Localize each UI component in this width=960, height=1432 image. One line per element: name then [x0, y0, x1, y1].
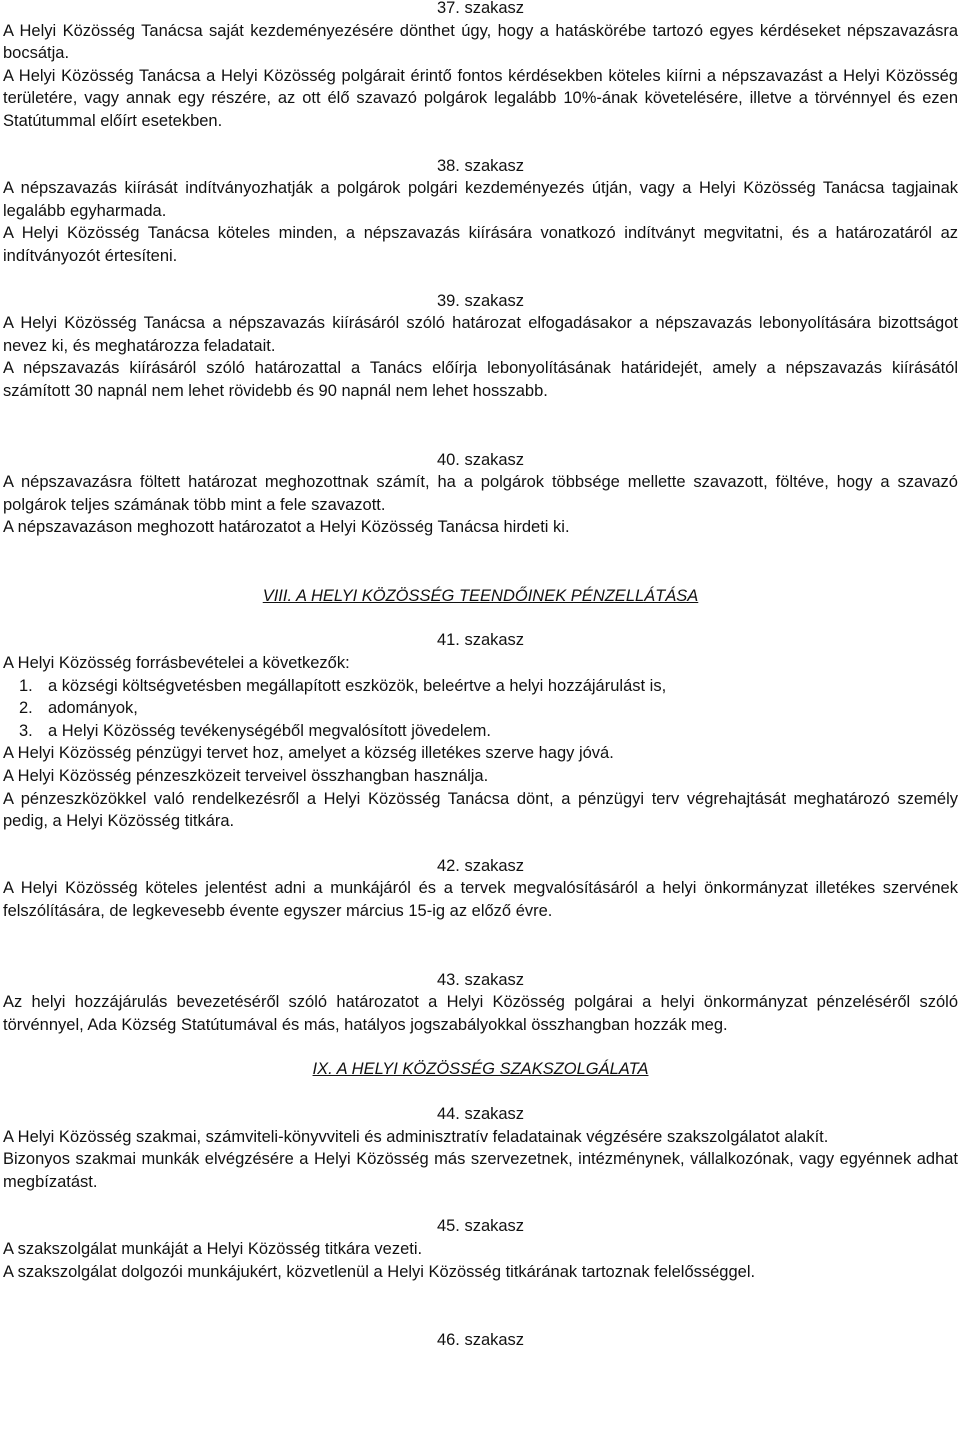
section-39-heading: 39. szakasz: [436, 291, 525, 310]
list-item-number: 1.: [19, 676, 33, 695]
section-45-paragraph-2: A szakszolgálat dolgozói munkájukért, közvetlenül a Helyi Közösség titkárának tartoznak felelősséggel.: [3, 1262, 756, 1281]
section-45-heading: 45. szakasz: [436, 1217, 525, 1236]
section-41-paragraph-4: A pénzeszközökkel való rendelkezésről a Helyi Közösség Tanácsa dönt, a pénzügyi terv végrehajtását meghatározó személy pedig, a Helyi Közösség titkára.: [3, 789, 958, 831]
section-45-paragraph-1: A szakszolgálat munkáját a Helyi Közösség titkára vezeti.: [3, 1239, 423, 1258]
list-item-number: 3.: [19, 721, 33, 740]
section-40-heading: 40. szakasz: [436, 450, 525, 469]
list-item-text: a Helyi Közösség tevékenységéből megvalósított jövedelem.: [48, 721, 491, 740]
section-44-paragraph-2: Bizonyos szakmai munkák elvégzésére a Helyi Közösség más szervezetnek, intézménynek, vállalkozónak, vagy egyénnek adhat megbízatást.: [3, 1150, 958, 1191]
section-44-paragraph-1: A Helyi Közösség szakmai, számviteli-könyvviteli és adminisztratív feladatainak végzésére szakszolgálatot alakít.: [3, 1127, 829, 1146]
section-37-heading: 37. szakasz: [436, 0, 525, 17]
section-46-heading: 46. szakasz: [436, 1331, 525, 1350]
section-42-paragraph-1: A Helyi Közösség köteles jelentést adni a munkájáról és a tervek megvalósításáról a helyi önkormányzat illetékes szervének felszólítására, de legkevesebb évente egyszer március 15-ig az előző évre.: [3, 879, 958, 920]
list-item: [3, 675, 958, 698]
section-41-heading: 41. szakasz: [436, 631, 525, 650]
list-item-number: 2.: [19, 699, 33, 718]
section-41-paragraph-2: A Helyi Közösség pénzügyi tervet hoz, amelyet a község illetékes szerve hagy jóvá.: [3, 744, 614, 763]
list-item-text: adományok,: [48, 699, 138, 718]
section-43-paragraph-1: Az helyi hozzájárulás bevezetéséről szóló határozatot a Helyi Közösség polgárai a helyi önkormányzat pénzeléséről szóló törvénnyel, Ada Község Statútumával és más, hatályos jogszabályokkal összhangban hozzák meg.: [3, 993, 958, 1034]
section-37-paragraph-2: A Helyi Közösség Tanácsa a Helyi Közösség polgárait érintő fontos kérdésekben köteles kiírni a népszavazást a Helyi Közösség területére, vagy annak egy részére, az ott élő szavazó polgárok legalább 10%-ának követelésére, illetve a törvénnyel és ezen Statútummal előírt esetekben.: [3, 66, 958, 130]
document-page: [3, 0, 958, 1352]
section-38-paragraph-2: A Helyi Közösség Tanácsa köteles minden, a népszavazás kiírására vonatkozó indítványt megvitatni, és a határozatáról az indítványozót értesíteni.: [3, 224, 958, 265]
section-40-paragraph-2: A népszavazáson meghozott határozatot a Helyi Közösség Tanácsa hirdeti ki.: [3, 518, 570, 537]
list-item: [3, 720, 958, 743]
section-38-paragraph-1: A népszavazás kiírását indítványozhatják a polgárok polgári kezdeményezés útján, vagy a Helyi Közösség Tanácsa tagjainak legalább egyharmada.: [3, 179, 958, 220]
list-item-text: a községi költségvetésben megállapított eszközök, beleértve a helyi hozzájárulást is,: [48, 676, 667, 695]
section-40-paragraph-1: A népszavazásra föltett határozat meghozottnak számít, ha a polgárok többsége mellette szavazott, föltéve, hogy a szavazó polgárok teljes számának több mint a fele szavazott.: [3, 473, 958, 514]
section-44-heading: 44. szakasz: [436, 1104, 525, 1123]
chapter-8-title: VIII. A HELYI KÖZÖSSÉG TEENDŐINEK PÉNZELLÁTÁSA: [262, 586, 699, 605]
section-41-intro: A Helyi Közösség forrásbevételei a következők:: [3, 654, 350, 673]
section-39-paragraph-1: A Helyi Közösség Tanácsa a népszavazás kiírásáról szóló határozat elfogadásakor a népszavazás lebonyolítására bizottságot nevez ki, és meghatározza feladatait.: [3, 314, 958, 355]
revenue-source-list: [3, 675, 958, 743]
section-41-paragraph-3: A Helyi Közösség pénzeszközeit terveivel összhangban használja.: [3, 767, 489, 786]
chapter-9-title: IX. A HELYI KÖZÖSSÉG SZAKSZOLGÁLATA: [312, 1060, 649, 1079]
section-37-paragraph-1: A Helyi Közösség Tanácsa saját kezdeményezésére dönthet úgy, hogy a hatáskörébe tartozó egyes kérdéseket népszavazásra bocsátja.: [3, 21, 958, 63]
list-item: [3, 697, 958, 720]
section-39-paragraph-2: A népszavazás kiírásáról szóló határozattal a Tanács előírja lebonyolításának határidejét, amely a népszavazás kiírásától számított 30 napnál nem lehet rövidebb és 90 napnál nem lehet hosszabb.: [3, 359, 958, 400]
section-38-heading: 38. szakasz: [436, 156, 525, 175]
section-43-heading: 43. szakasz: [436, 970, 525, 989]
section-42-heading: 42. szakasz: [436, 856, 525, 875]
